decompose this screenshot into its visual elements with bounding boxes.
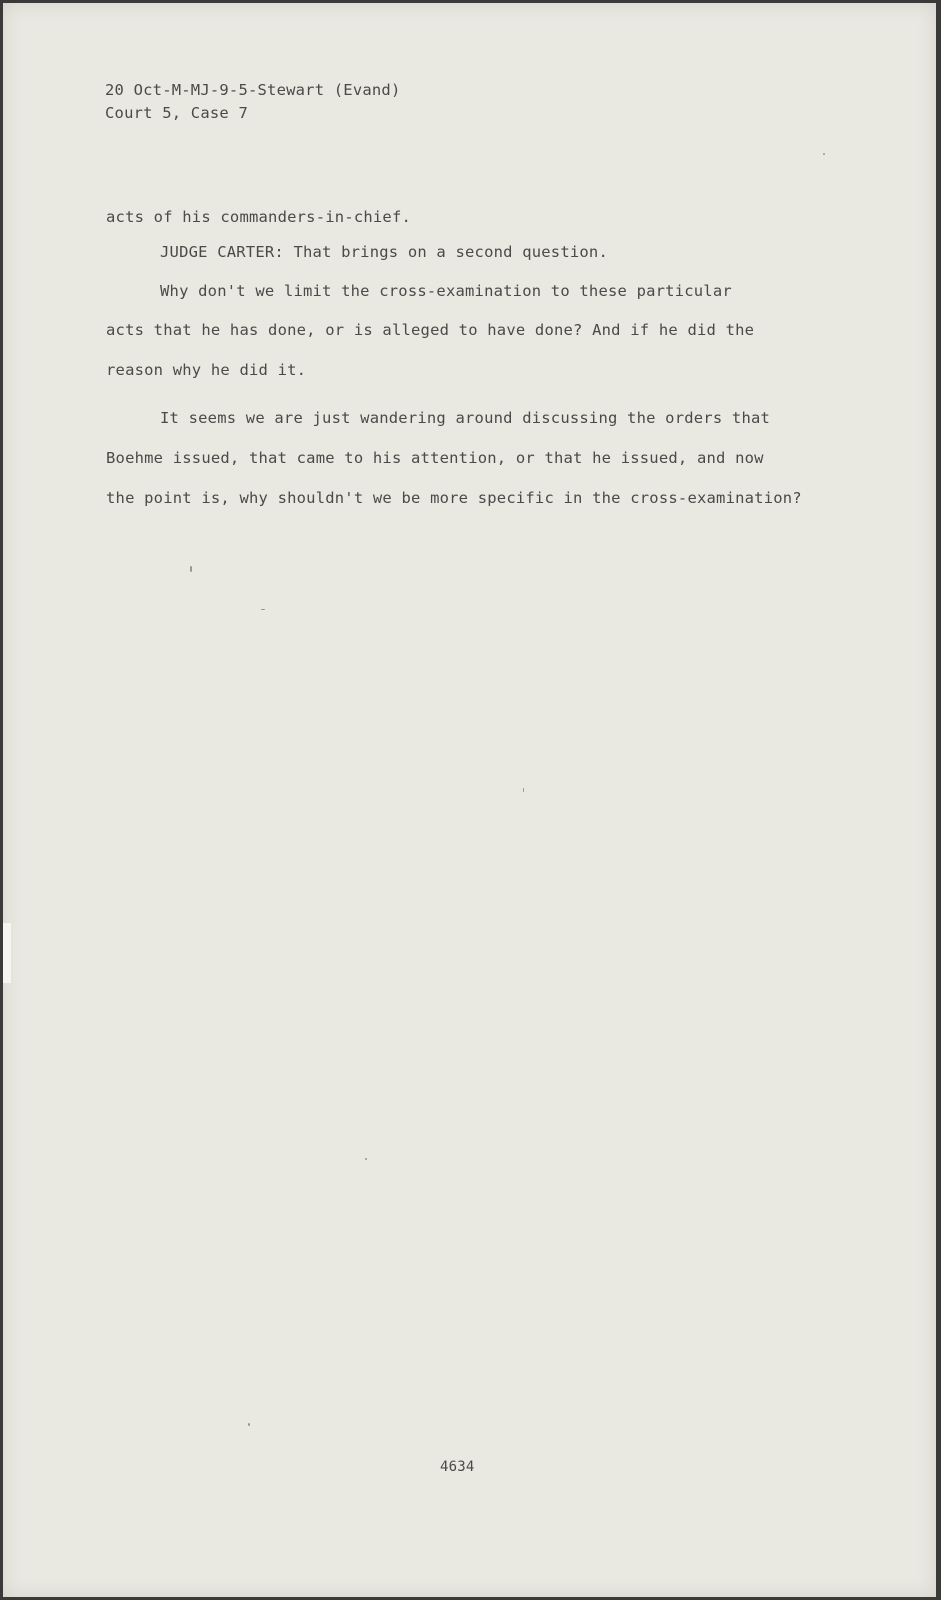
transcript-line: Why don't we limit the cross-examination to these particular [160,282,732,300]
paper-speck [823,153,825,155]
transcript-line: acts that he has done, or is alleged to have done? And if he did the [106,321,755,339]
page-number: 4634 [440,1459,475,1475]
transcript-line: JUDGE CARTER: That brings on a second question. [160,243,608,261]
paper-speck [190,566,192,572]
document-header-date-line: 20 Oct-M-MJ-9-5-Stewart (Evand) [105,81,401,99]
transcript-line: It seems we are just wandering around discussing the orders that [160,409,771,427]
transcript-line: Boehme issued, that came to his attention, or that he issued, and now [106,449,764,467]
transcript-line: acts of his commanders-in-chief. [106,208,412,226]
paper-speck [248,1423,250,1426]
paper-speck [365,1158,367,1160]
transcript-line: the point is, why shouldn't we be more specific in the cross-examination? [106,489,802,507]
transcript-line: reason why he did it. [106,361,307,379]
document-page [3,3,936,1597]
paper-edge-mark [3,923,11,983]
paper-speck [523,788,524,792]
document-header-court-line: Court 5, Case 7 [105,104,248,122]
paper-speck [261,609,265,610]
